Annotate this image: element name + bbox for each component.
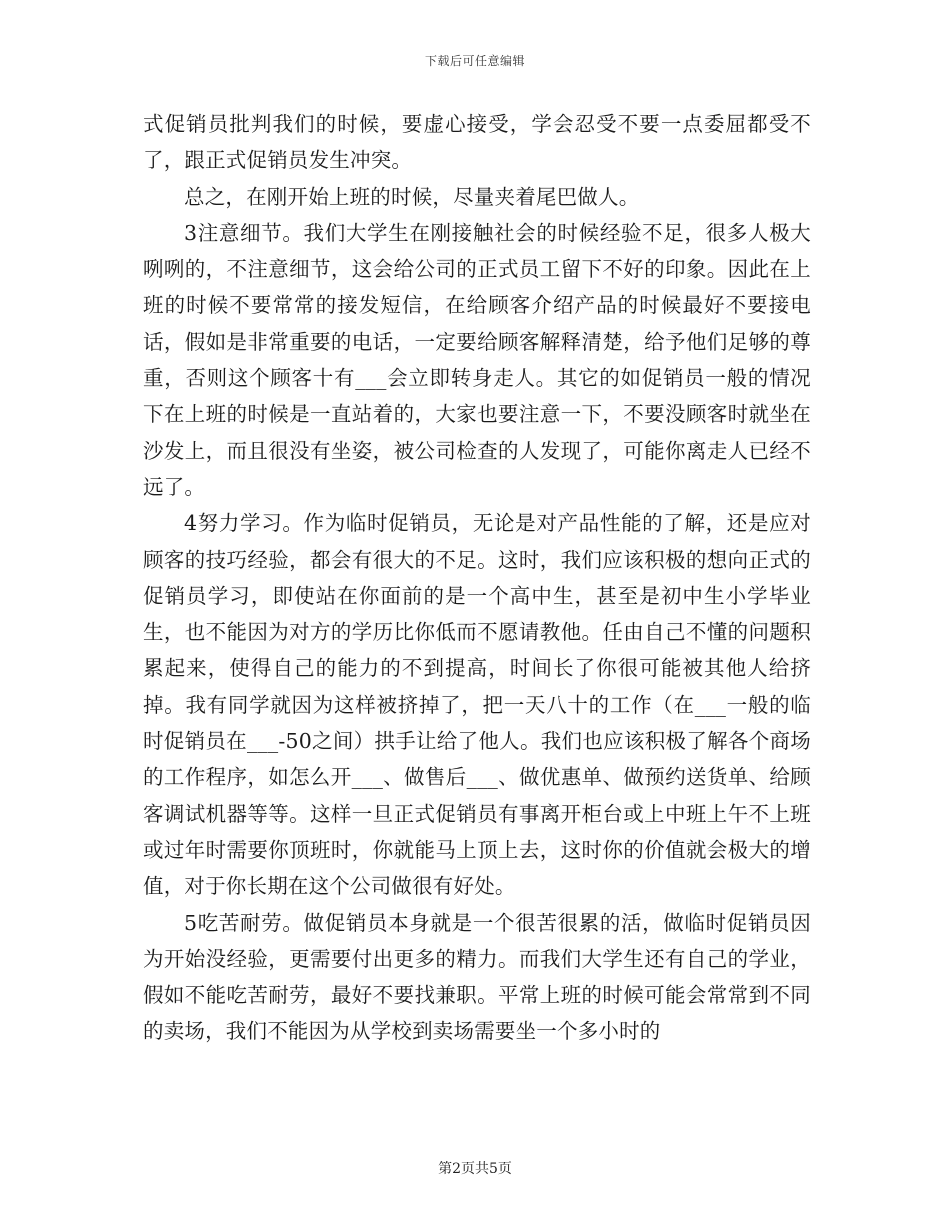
paragraph: 5吃苦耐劳。做促销员本身就是一个很苦很累的活，做临时促销员因为开始没经验，更需要付出更多的精力。而我们大学生还有自己的学业，假如不能吃苦耐劳，最好不要找兼职。平常上班的时候可能会常常到不同的卖场，我们不能因为从学校到卖场需要坐一个多小时的 — [143, 910, 811, 1044]
paragraph: 总之，在刚开始上班的时候，尽量夹着尾巴做人。 — [184, 184, 640, 209]
paragraph: 式促销员批判我们的时候，要虚心接受，学会忍受不要一点委屈都受不了，跟正式促销员发生冲突。 — [143, 112, 811, 173]
paragraph: 3注意细节。我们大学生在刚接触社会的时候经验不足，很多人极大咧咧的，不注意细节，这会给公司的正式员工留下不好的印象。因此在上班的时候不要常常的接发短信，在给顾客介绍产品的时候最好不要接电话，假如是非常重要的电话，一定要给顾客解释清楚，给予他们足够的尊重，否则这个顾客十有___会立即转身走人。其它的如促销员一般的情况下在上班的时候是一直站着的，大家也要注意一下，不要没顾客时就坐在沙发上，而且很没有坐姿，被公司检查的人发现了，可能你离走人已经不远了。 — [143, 220, 811, 499]
paragraph: 4努力学习。作为临时促销员，无论是对产品性能的了解，还是应对顾客的技巧经验，都会有很大的不足。这时，我们应该积极的想向正式的促销员学习，即使站在你面前的是一个高中生，甚至是初中生小学毕业生，也不能因为对方的学历比你低而不愿请教他。任由自己不懂的问题积累起来，使得自己的能力的不到提高，时间长了你很可能被其他人给挤掉。我有同学就因为这样被挤掉了，把一天八十的工作（在___一般的临时促销员在___-50之间）拱手让给了他人。我们也应该积极了解各个商场的工作程序，如怎么开___、做售后___、做优惠单、做预约送货单、给顾客调试机器等等。这样一旦正式促销员有事离开柜台或上中班上午不上班或过年时需要你顶班时，你就能马上顶上去，这时你的价值就会极大的增值，对于你长期在这个公司做很有好处。 — [143, 511, 811, 899]
document-body — [143, 106, 811, 1050]
page-footer: 第2页共5页 — [438, 1161, 512, 1177]
page-header: 下载后可任意编辑 — [424, 54, 525, 68]
